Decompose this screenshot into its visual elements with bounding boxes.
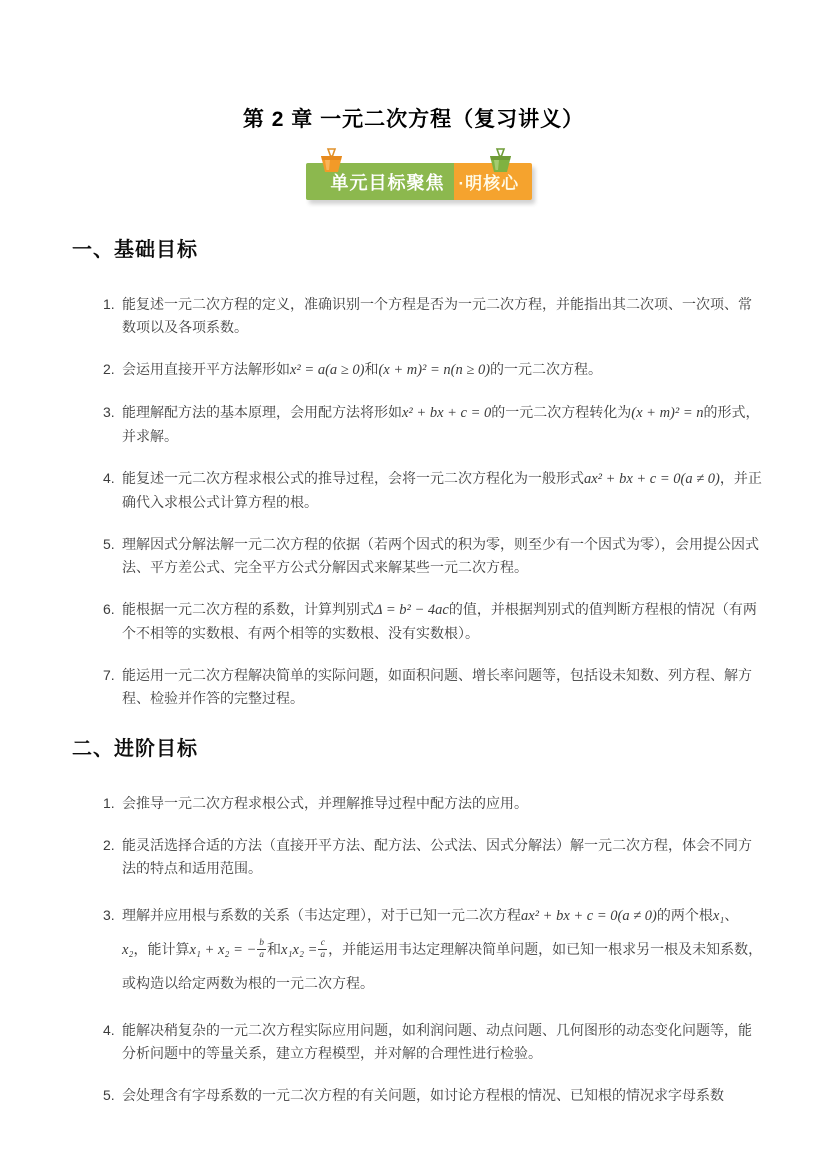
goal-item [103,899,763,1000]
math-run: x² + bx + c = 0 [402,405,492,421]
text-run: ，并能运用韦达定理解决简单问题，如已知一根求另一根及未知系数，或构造以给定两数为根的一元二次方程。 [122,941,763,991]
text-run: 能解决稍复杂的一元二次方程实际应用问题，如利润问题、动点问题、几何图形的动态变化问题等，能分析问题中的等量关系，建立方程模型，并对解的合理性进行检验。 [122,1022,752,1061]
text-run: 的两个根 [656,907,713,923]
goal-list [72,792,763,1107]
goal-item [103,1084,763,1107]
banner-left-label: 单元目标聚焦 [306,163,454,200]
math-run: (x + m)² = n(n ≥ 0) [378,362,491,378]
text-run: 和 [267,941,282,957]
goal-item [103,358,763,382]
text-run: 理解并应用根与系数的关系（韦达定理），对于已知一元二次方程 [122,907,521,923]
text-run: 的一元二次方程。 [490,361,603,377]
text-run: 的形式，并求解。 [122,404,760,444]
text-run: 会运用直接开平方法解形如 [122,361,290,377]
item-number: 2. [103,837,115,853]
item-text [122,899,763,1000]
binder-clip-left-icon [318,147,345,174]
item-number: 1. [103,296,115,312]
text-run: 能灵活选择合适的方法（直接开平方法、配方法、公式法、因式分解法）解一元二次方程，体会不同方法的特点和适用范围。 [122,837,752,876]
section-heading: 二、进阶目标 [72,738,198,760]
goal-item [103,834,763,880]
item-text [122,293,763,339]
text-run: 理解因式分解法解一元二次方程的依据（若两个因式的积为零，则至少有一个因式为零），会用提公因式法、平方差公式、完全平方公式分解因式来解某些一元二次方程。 [122,536,759,575]
item-number: 4. [103,470,115,486]
item-text [122,1019,763,1065]
item-number: 6. [103,601,115,617]
goal-item [103,533,763,579]
text-run: 能根据一元二次方程的系数，计算判别式 [122,601,374,617]
goal-item [103,664,763,710]
item-number: 5. [103,536,115,552]
content [0,238,827,1107]
text-run: 的值，并根据判别式的值判断方程根的情况（有两个不相等的实数根、有两个相等的实数根、没有实数根）。 [122,601,757,641]
item-text [122,358,763,382]
math-run: x₁ [712,908,725,924]
text-run: 能复述一元二次方程求根公式的推导过程，会将一元二次方程化为一般形式 [122,470,584,486]
item-text [122,664,763,710]
page-title: 第 2 章 一元二次方程（复习讲义） [242,108,585,131]
math-run: x₂ [122,942,134,958]
goal-item [103,598,763,645]
item-number: 2. [103,361,115,377]
goal-list [72,293,763,710]
item-text [122,467,763,514]
item-text [122,401,763,448]
item-text [122,1084,763,1107]
item-text [122,834,763,880]
text-run: 能运用一元二次方程解决简单的实际问题，如面积问题、增长率问题等，包括设未知数、列方程、解方程、检验并作答的完整过程。 [122,667,752,706]
binder-clip-right-icon [487,147,514,174]
fraction [257,938,266,961]
goal-item [103,293,763,339]
goal-item [103,792,763,815]
math-run: x² = a(a ≥ 0) [290,362,365,378]
fraction-denominator: a [259,949,265,960]
unit-goal-banner [306,147,522,201]
text-run: 能理解配方法的基本原理，会用配方法将形如 [122,404,402,420]
banner-right-label: ·明核心 [454,163,533,200]
item-number: 1. [103,795,115,811]
item-number: 7. [103,667,115,683]
item-number: 5. [103,1087,115,1103]
fraction-numerator: c [318,938,327,950]
math-run: x₁x₂ = [281,942,318,958]
item-number: 4. [103,1022,115,1038]
text-run: 能复述一元二次方程的定义，准确识别一个方程是否为一元二次方程，并能指出其二次项、一次项、常数项以及各项系数。 [122,296,752,335]
text-run: 会处理含有字母系数的一元二次方程的有关问题，如讨论方程根的情况、已知根的情况求字母系数 [122,1087,724,1103]
math-run: (x + m)² = n [631,405,704,421]
fraction [318,938,327,961]
fraction-numerator: b [259,937,265,948]
text-run: 、 [724,907,739,923]
text-run: 和 [364,361,379,377]
section-heading: 一、基础目标 [72,239,198,261]
text-run: 会推导一元二次方程求根公式，并理解推导过程中配方法的应用。 [122,795,528,811]
goal-item [103,1019,763,1065]
goal-item [103,401,763,448]
item-text [122,792,763,815]
text-run: ，并正确代入求根公式计算方程的根。 [122,470,762,510]
text-run: 的一元二次方程转化为 [491,404,632,420]
text-run: ，能计算 [133,941,190,957]
math-run: x₁ + x₂ = − [189,942,257,958]
item-text [122,598,763,645]
fraction-denominator: a [320,949,326,960]
math-run: ax² + bx + c = 0(a ≠ 0) [584,471,720,487]
math-run: ax² + bx + c = 0(a ≠ 0) [521,908,657,924]
goal-item [103,467,763,514]
math-run: Δ = b² − 4ac [374,602,449,618]
item-number: 3. [103,907,115,923]
item-number: 3. [103,404,115,420]
item-text [122,533,763,579]
